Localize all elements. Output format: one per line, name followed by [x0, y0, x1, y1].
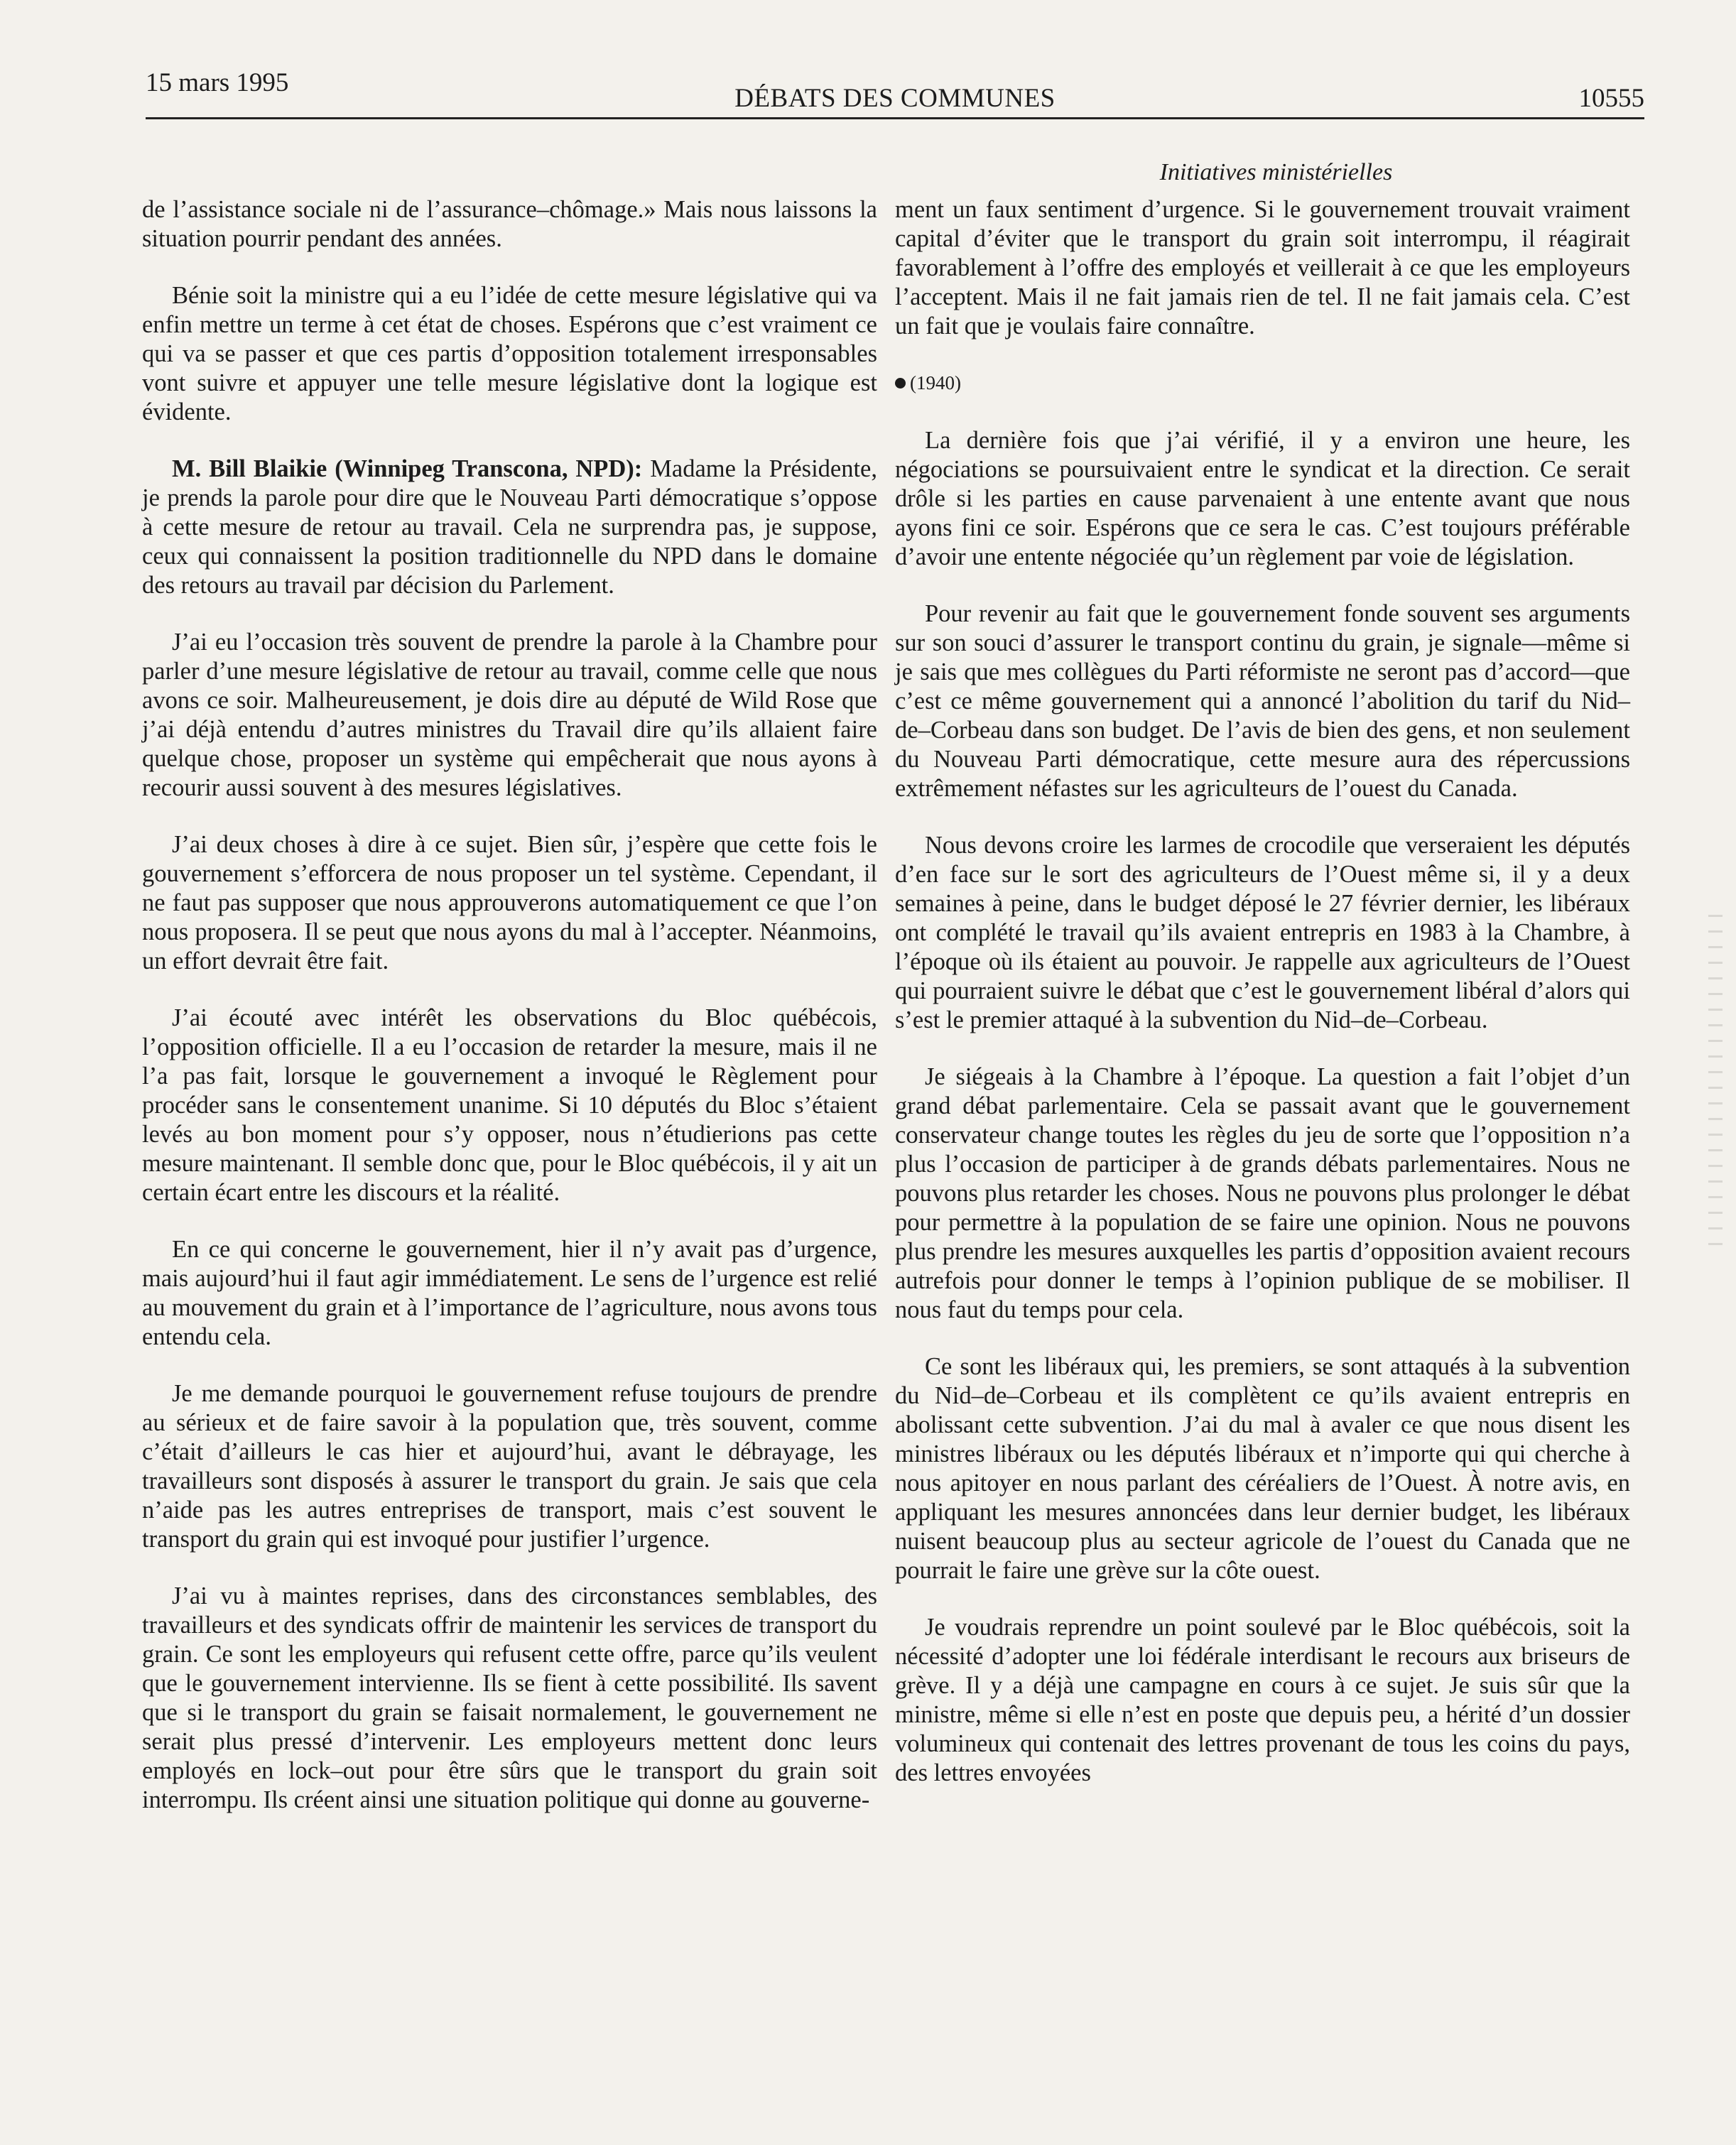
paragraph: Je me demande pourquoi le gouvernement refuse toujours de prendre au sérieux et de faire savoir à la population que, très souvent, comme c’était d’ailleurs le cas hier et aujourd’hui, avant le débrayage, les travailleurs sont disposés à assurer le transport du grain. Je sais que cela n’aide pas les autres entreprises de transport, mais c’est souvent le transport du grain qui est invoqué pour justifier l’urgence. [142, 1380, 877, 1553]
bullet-icon [895, 378, 906, 389]
header-page-number: 10555 [1578, 84, 1644, 113]
header-date: 15 mars 1995 [146, 68, 289, 97]
speaker-text: Madame la Présidente, je prends la parole pour dire que le Nouveau Parti démocratique s’oppose à cette mesure de retour au travail. Cela ne surprendra pas, je suppose, ceux qui connaissent la position traditionnelle du NPD dans le domaine des retours au travail par décision du Parlement. [142, 455, 877, 599]
paragraph: Pour revenir au fait que le gouvernement fonde souvent ses arguments sur son souci d’assurer le transport continu du grain, je signale—même si je sais que mes collègues du Parti réformiste ne seront pas d’accord—que c’est ce même gouvernement qui a annoncé l’abolition du tarif du Nid–de–Corbeau dans son budget. De l’avis de bien des gens, et non seulement du Nouveau Parti démocratique, cette mesure aura des répercussions extrêmement néfastes sur les agriculteurs de l’ouest du Canada. [895, 600, 1630, 802]
paragraph: En ce qui concerne le gouvernement, hier il n’y avait pas d’urgence, mais aujourd’hui il faut agir immédiatement. Le sens de l’urgence est relié au mouvement du grain et à l’importance de l’agriculture, nous avons tous entendu cela. [142, 1236, 877, 1350]
header-title: DÉBATS DES COMMUNES [734, 84, 1056, 113]
paragraph: J’ai vu à maintes reprises, dans des circonstances semblables, des travailleurs et des syndicats offrir de maintenir les services de transport du grain. Ce sont les employeurs qui refusent cette offre, parce qu’ils veulent que le gouvernement intervienne. Ils se fient à cette possibilité. Ils savent que si le transport du grain se faisait normalement, le gouvernement ne serait plus pressé d’intervenir. Les employeurs mettent donc leurs employés en lock–out pour être sûrs que le transport du grain soit interrompu. Ils créent ainsi une situation politique qui donne au gouverne- [142, 1582, 877, 1813]
paragraph: Je voudrais reprendre un point soulevé par le Bloc québécois, soit la nécessité d’adopter une loi fédérale interdisant le recours aux briseurs de grève. Il y a déjà une campagne en cours à ce sujet. Je suis sûr que la ministre, même si elle n’est en poste que depuis peu, a hérité d’un dossier volumineux qui contenait des lettres provenant de tous les coins du pays, des lettres envoyées [895, 1614, 1630, 1786]
speaker-name: M. Bill Blaikie (Winnipeg Transcona, NPD): [172, 455, 643, 482]
paragraph: J’ai eu l’occasion très souvent de prendre la parole à la Chambre pour parler d’une mesure législative de retour au travail, comme celle que nous avons ce soir. Malheureusement, je dois dire au député de Wild Rose que j’ai déjà entendu d’autres ministres du Travail dire qu’ils allaient faire quelque chose, proposer un système qui empêcherait que nous ayons à recourir aussi souvent à des mesures législatives. [142, 629, 877, 801]
time-marker-text: (1940) [910, 372, 961, 393]
paragraph: La dernière fois que j’ai vérifié, il y a environ une heure, les négociations se poursuivaient entre le syndicat et la direction. Ce serait drôle si les parties en cause parvenaient à une entente avant que nous ayons fini ce soir. Espérons que ce sera le cas. C’est toujours préférable d’avoir une entente négociée qu’un règlement par voie de législation. [895, 427, 1630, 570]
paragraph: J’ai écouté avec intérêt les observations du Bloc québécois, l’opposition officielle. Il a eu l’occasion de retarder la mesure, mais il ne l’a pas fait, lorsque le gouvernement a invoqué le Règlement pour procéder sans le consentement unanime. Si 10 députés du Bloc s’étaient levés au bon moment pour s’y opposer, nous n’étudierions pas cette mesure maintenant. Il semble donc que, pour le Bloc québécois, il y ait un certain écart entre les discours et la réalité. [142, 1004, 877, 1206]
paragraph: Bénie soit la ministre qui a eu l’idée de cette mesure législative qui va enfin mettre un terme à cet état de choses. Espérons que c’est vraiment ce qui va se passer et que ces partis d’opposition totalement irresponsables vont suivre et appuyer une telle mesure législative dont la logique est évidente. [142, 282, 877, 425]
paragraph: Je siégeais à la Chambre à l’époque. La question a fait l’objet d’un grand débat parlementaire. Cela se passait avant que le gouvernement conservateur change toutes les règles du jeu de sorte que l’opposition n’a plus l’occasion de participer à de grands débats parlementaires. Nous ne pouvons plus retarder les choses. Nous ne pouvons plus prolonger le débat pour permettre à la population de se faire une opinion. Nous ne pouvons plus prendre les mesures auxquelles les partis d’opposition avaient recours autrefois pour donner le temps à l’opinion publique de se mobiliser. Il nous faut du temps pour cela. [895, 1063, 1630, 1323]
left-column [142, 195, 877, 1842]
scan-edge-artifact [1708, 909, 1723, 1250]
time-marker [895, 369, 1630, 398]
paragraph: J’ai deux choses à dire à ce sujet. Bien sûr, j’espère que cette fois le gouvernement s’efforcera de nous proposer un tel système. Cependant, il ne faut pas supposer que nous approuverons automatiquement ce que l’on nous proposera. Il se peut que nous ayons du mal à l’accepter. Néanmoins, un effort devrait être fait. [142, 831, 877, 974]
speaker-paragraph [142, 455, 877, 600]
paragraph: ment un faux sentiment d’urgence. Si le gouvernement trouvait vraiment capital d’éviter que le transport du grain soit interrompu, il réagirait favorablement à l’offre des employés et veillerait à ce que les employeurs l’acceptent. Mais il ne fait jamais rien de tel. Il ne fait jamais cela. C’est un fait que je voulais faire connaître. [895, 196, 1630, 340]
paragraph: de l’assistance sociale ni de l’assurance–chômage.» Mais nous laissons la situation pourrir pendant des années. [142, 196, 877, 252]
paragraph: Ce sont les libéraux qui, les premiers, se sont attaqués à la subvention du Nid–de–Corbeau et ils complètent ce qu’ils avaient entrepris en abolissant cette subvention. J’ai du mal à avaler ce que nous disent les ministres libéraux ou les députés libéraux et n’importe qui qui cherche à nous apitoyer en nous parlant des céréaliers de l’Ouest. À notre avis, en appliquant les mesures annoncées dans leur dernier budget, les libéraux nuisent beaucoup plus au secteur agricole de l’ouest du Canada que ne pourrait le faire une grève sur la côte ouest. [895, 1353, 1630, 1584]
page-header [146, 67, 1644, 119]
section-label: Initiatives ministérielles [1159, 159, 1393, 185]
paragraph: Nous devons croire les larmes de crocodile que verseraient les députés d’en face sur le sort des agriculteurs de l’Ouest même si, il y a deux semaines à peine, dans le budget déposé le 27 février dernier, les libéraux ont complété le travail qu’ils avaient entrepris en 1983 à la Chambre, à l’époque où ils étaient au pouvoir. Je rappelle aux agriculteurs de l’Ouest qui pourraient suivre le débat que c’est le gouvernement libéral d’alors qui s’est le premier attaqué à la subvention du Nid–de–Corbeau. [895, 832, 1630, 1033]
right-column [895, 195, 1630, 1815]
